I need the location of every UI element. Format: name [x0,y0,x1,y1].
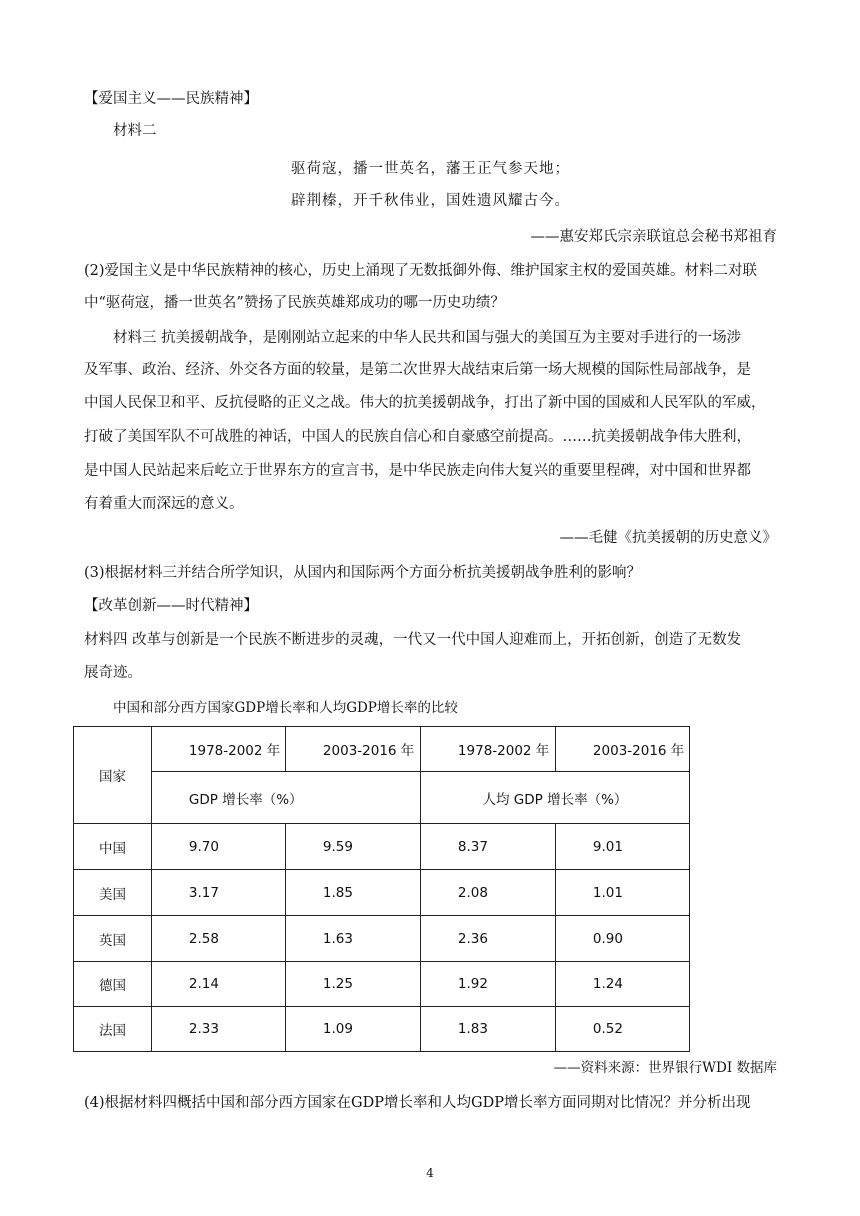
value-cell: 2.58 [151,916,285,962]
material-4-line-2: 展奇迹。 [84,665,142,681]
value-cell: 1.09 [285,1007,420,1052]
value-cell: 1.25 [285,962,420,1007]
material-3-line-2: 及军事、政治、经济、外交各方面的较量，是第二次世界大战结束后第一场大规模的国际性局部战争，是 [84,362,751,378]
material-3-line-5: 是中国人民站起来后屹立于世界东方的宣言书，是中华民族走向伟大复兴的重要里程碑，对中国和世界都 [84,463,751,479]
question-2-line-2: 中“驱荷寇，播一世英名”赞扬了民族英雄郑成功的哪一历史功绩？ [84,295,505,311]
page-number: 4 [426,1166,434,1180]
value-cell: 9.59 [285,824,420,870]
header-country: 国家 [74,727,152,824]
country-cell: 英国 [74,916,152,962]
table-row [74,870,690,916]
table-row [74,824,690,870]
section-title-reform: 【改革创新——时代精神】 [84,598,258,614]
gdp-comparison-table [73,726,690,1052]
material-2-label: 材料二 [113,123,157,139]
material-3-line-6: 有着重大而深远的意义。 [84,496,244,512]
value-cell: 1.92 [420,962,555,1007]
question-2-line-1: (2)爱国主义是中华民族精神的核心，历史上涌现了无数抵御外侮、维护国家主权的爱国英雄。材料二对联 [84,263,758,279]
value-cell: 9.01 [555,824,689,870]
value-cell: 2.08 [420,870,555,916]
couplet-source: ——惠安郑氏宗亲联谊总会秘书郑祖育 [530,229,777,245]
country-cell: 法国 [74,1007,152,1052]
material-3-source: ——毛健《抗美援朝的历史意义》 [559,530,777,546]
question-3: (3)根据材料三并结合所学知识，从国内和国际两个方面分析抗美援朝战争胜利的影响？ [84,565,642,581]
value-cell: 8.37 [420,824,555,870]
header-period-3: 1978-2002 年 [420,727,555,772]
country-cell: 德国 [74,962,152,1007]
value-cell: 1.24 [555,962,689,1007]
value-cell: 2.33 [151,1007,285,1052]
header-period-1: 1978-2002 年 [151,727,285,772]
couplet-line-1: 驱荷寇，播一世英名，藩王正气参天地； [291,161,570,177]
header-period-4: 2003-2016 年 [555,727,689,772]
material-4-line-1: 材料四 改革与创新是一个民族不断进步的灵魂，一代又一代中国人迎难而上，开拓创新，创造了无数发 [84,632,742,648]
material-3-line-3: 中国人民保卫和平、反抗侵略的正义之战。伟大的抗美援朝战争，打出了新中国的国威和人民军队的军威， [84,395,766,411]
material-3-line-1: 材料三 抗美援朝战争，是刚刚站立起来的中华人民共和国与强大的美国互为主要对手进行的一场涉 [113,330,742,346]
table-source: ——资料来源：世界银行WDI 数据库 [553,1060,777,1076]
header-period-2: 2003-2016 年 [285,727,420,772]
value-cell: 0.52 [555,1007,689,1052]
section-title-patriotism: 【爱国主义——民族精神】 [84,91,258,107]
material-3-line-4: 打破了美国军队不可战胜的神话，中国人的民族自信心和自豪感空前提高。……抗美援朝战争伟大胜利， [84,429,751,445]
value-cell: 2.36 [420,916,555,962]
table-row [74,1007,690,1052]
value-cell: 2.14 [151,962,285,1007]
couplet-line-2: 辟荆榛，开千秋伟业，国姓遗风耀古今。 [291,193,570,209]
header-per-capita-gdp-growth: 人均 GDP 增长率（%） [420,772,689,824]
country-cell: 中国 [74,824,152,870]
table-row [74,962,690,1007]
table-title: 中国和部分西方国家GDP增长率和人均GDP增长率的比较 [113,700,458,716]
header-gdp-growth: GDP 增长率（%） [151,772,420,824]
value-cell: 1.63 [285,916,420,962]
value-cell: 1.83 [420,1007,555,1052]
value-cell: 0.90 [555,916,689,962]
table-row [74,916,690,962]
value-cell: 1.01 [555,870,689,916]
country-cell: 美国 [74,870,152,916]
value-cell: 3.17 [151,870,285,916]
value-cell: 9.70 [151,824,285,870]
value-cell: 1.85 [285,870,420,916]
question-4: (4)根据材料四概括中国和部分西方国家在GDP增长率和人均GDP增长率方面同期对比情况？并分析出现 [84,1095,751,1111]
